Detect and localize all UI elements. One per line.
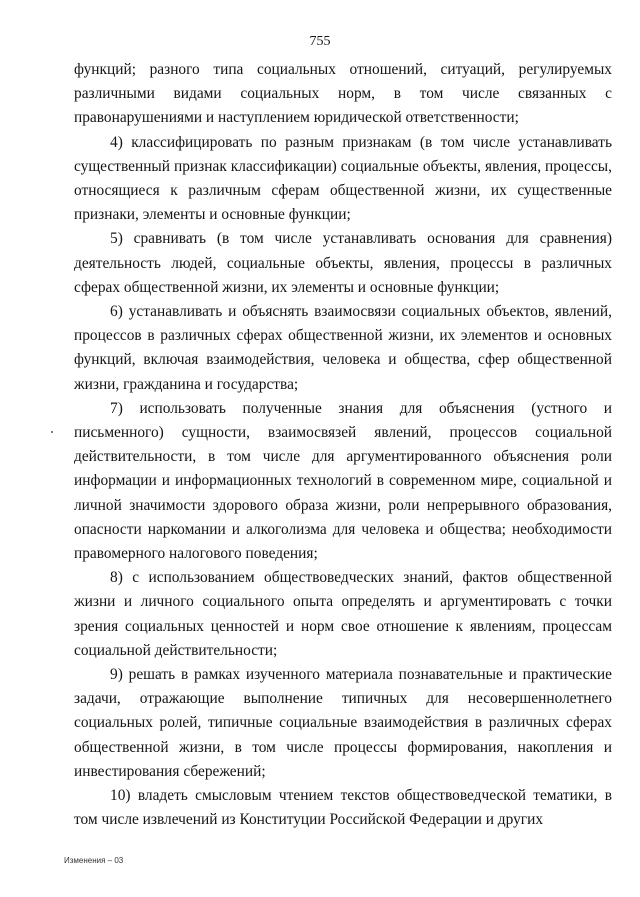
paragraph-item-10: 10) владеть смысловым чтением текстов обществоведческой тематики, в том числе извлечений из Конституции Российской Федерации и других [74, 787, 612, 829]
page-number: 755 [309, 34, 331, 49]
paragraph-item-7: 7) использовать полученные знания для объяснения (устного и письменного) сущности, взаимосвязей явлений, процессов социальной действительности, в том числе для аргументированного объяснения роли информации и информационных технологий в современном мире, социальной и личной значимости здорового образа жизни, роли непрерывного образования, опасности наркомании и алкоголизма для человека и общества; необходимости правомерного налогового поведения; [74, 399, 612, 563]
paragraph-item-6: 6) устанавливать и объяснять взаимосвязи социальных объектов, явлений, процессов в различных сферах общественной жизни, их элементов и основных функций, включая взаимодействия, человека и общества, сфер общественной жизни, гражданина и государства; [74, 303, 612, 393]
paragraph-item-8: 8) с использованием обществоведческих знаний, фактов общественной жизни и личного социального опыта определять и аргументировать с точки зрения социальных ценностей и норм свое отношение к явлениям, процессам социальной действительности; [74, 569, 612, 659]
paragraph-item-9: 9) решать в рамках изученного материала познавательные и практические задачи, отражающие выполнение типичных для несовершеннолетнего социальных ролей, типичные социальные взаимодействия в различных сферах общественной жизни, в том числе процессы формирования, накопления и инвестирования сбережений; [74, 666, 612, 780]
margin-mark [51, 431, 53, 433]
paragraph-item-4: 4) классифицировать по разным признакам (в том числе устанавливать существенный признак классификации) социальные объекты, явления, процессы, относящиеся к различным сферам общественной жизни, их существенные признаки, элементы и основные функции; [74, 133, 612, 224]
paragraph-continuation: функций; разного типа социальных отношений, ситуаций, регулируемых различными видами социальных норм, в том числе связанных с правонарушениями и наступлением юридической ответственности; [74, 61, 612, 127]
document-body [74, 58, 612, 833]
footer-revision: Изменения – 03 [64, 856, 124, 865]
paragraph-item-5: 5) сравнивать (в том числе устанавливать основания для сравнения) деятельность людей, социальные объекты, явления, процессы в различных сферах общественной жизни, их элементы и основные функции; [74, 230, 612, 296]
